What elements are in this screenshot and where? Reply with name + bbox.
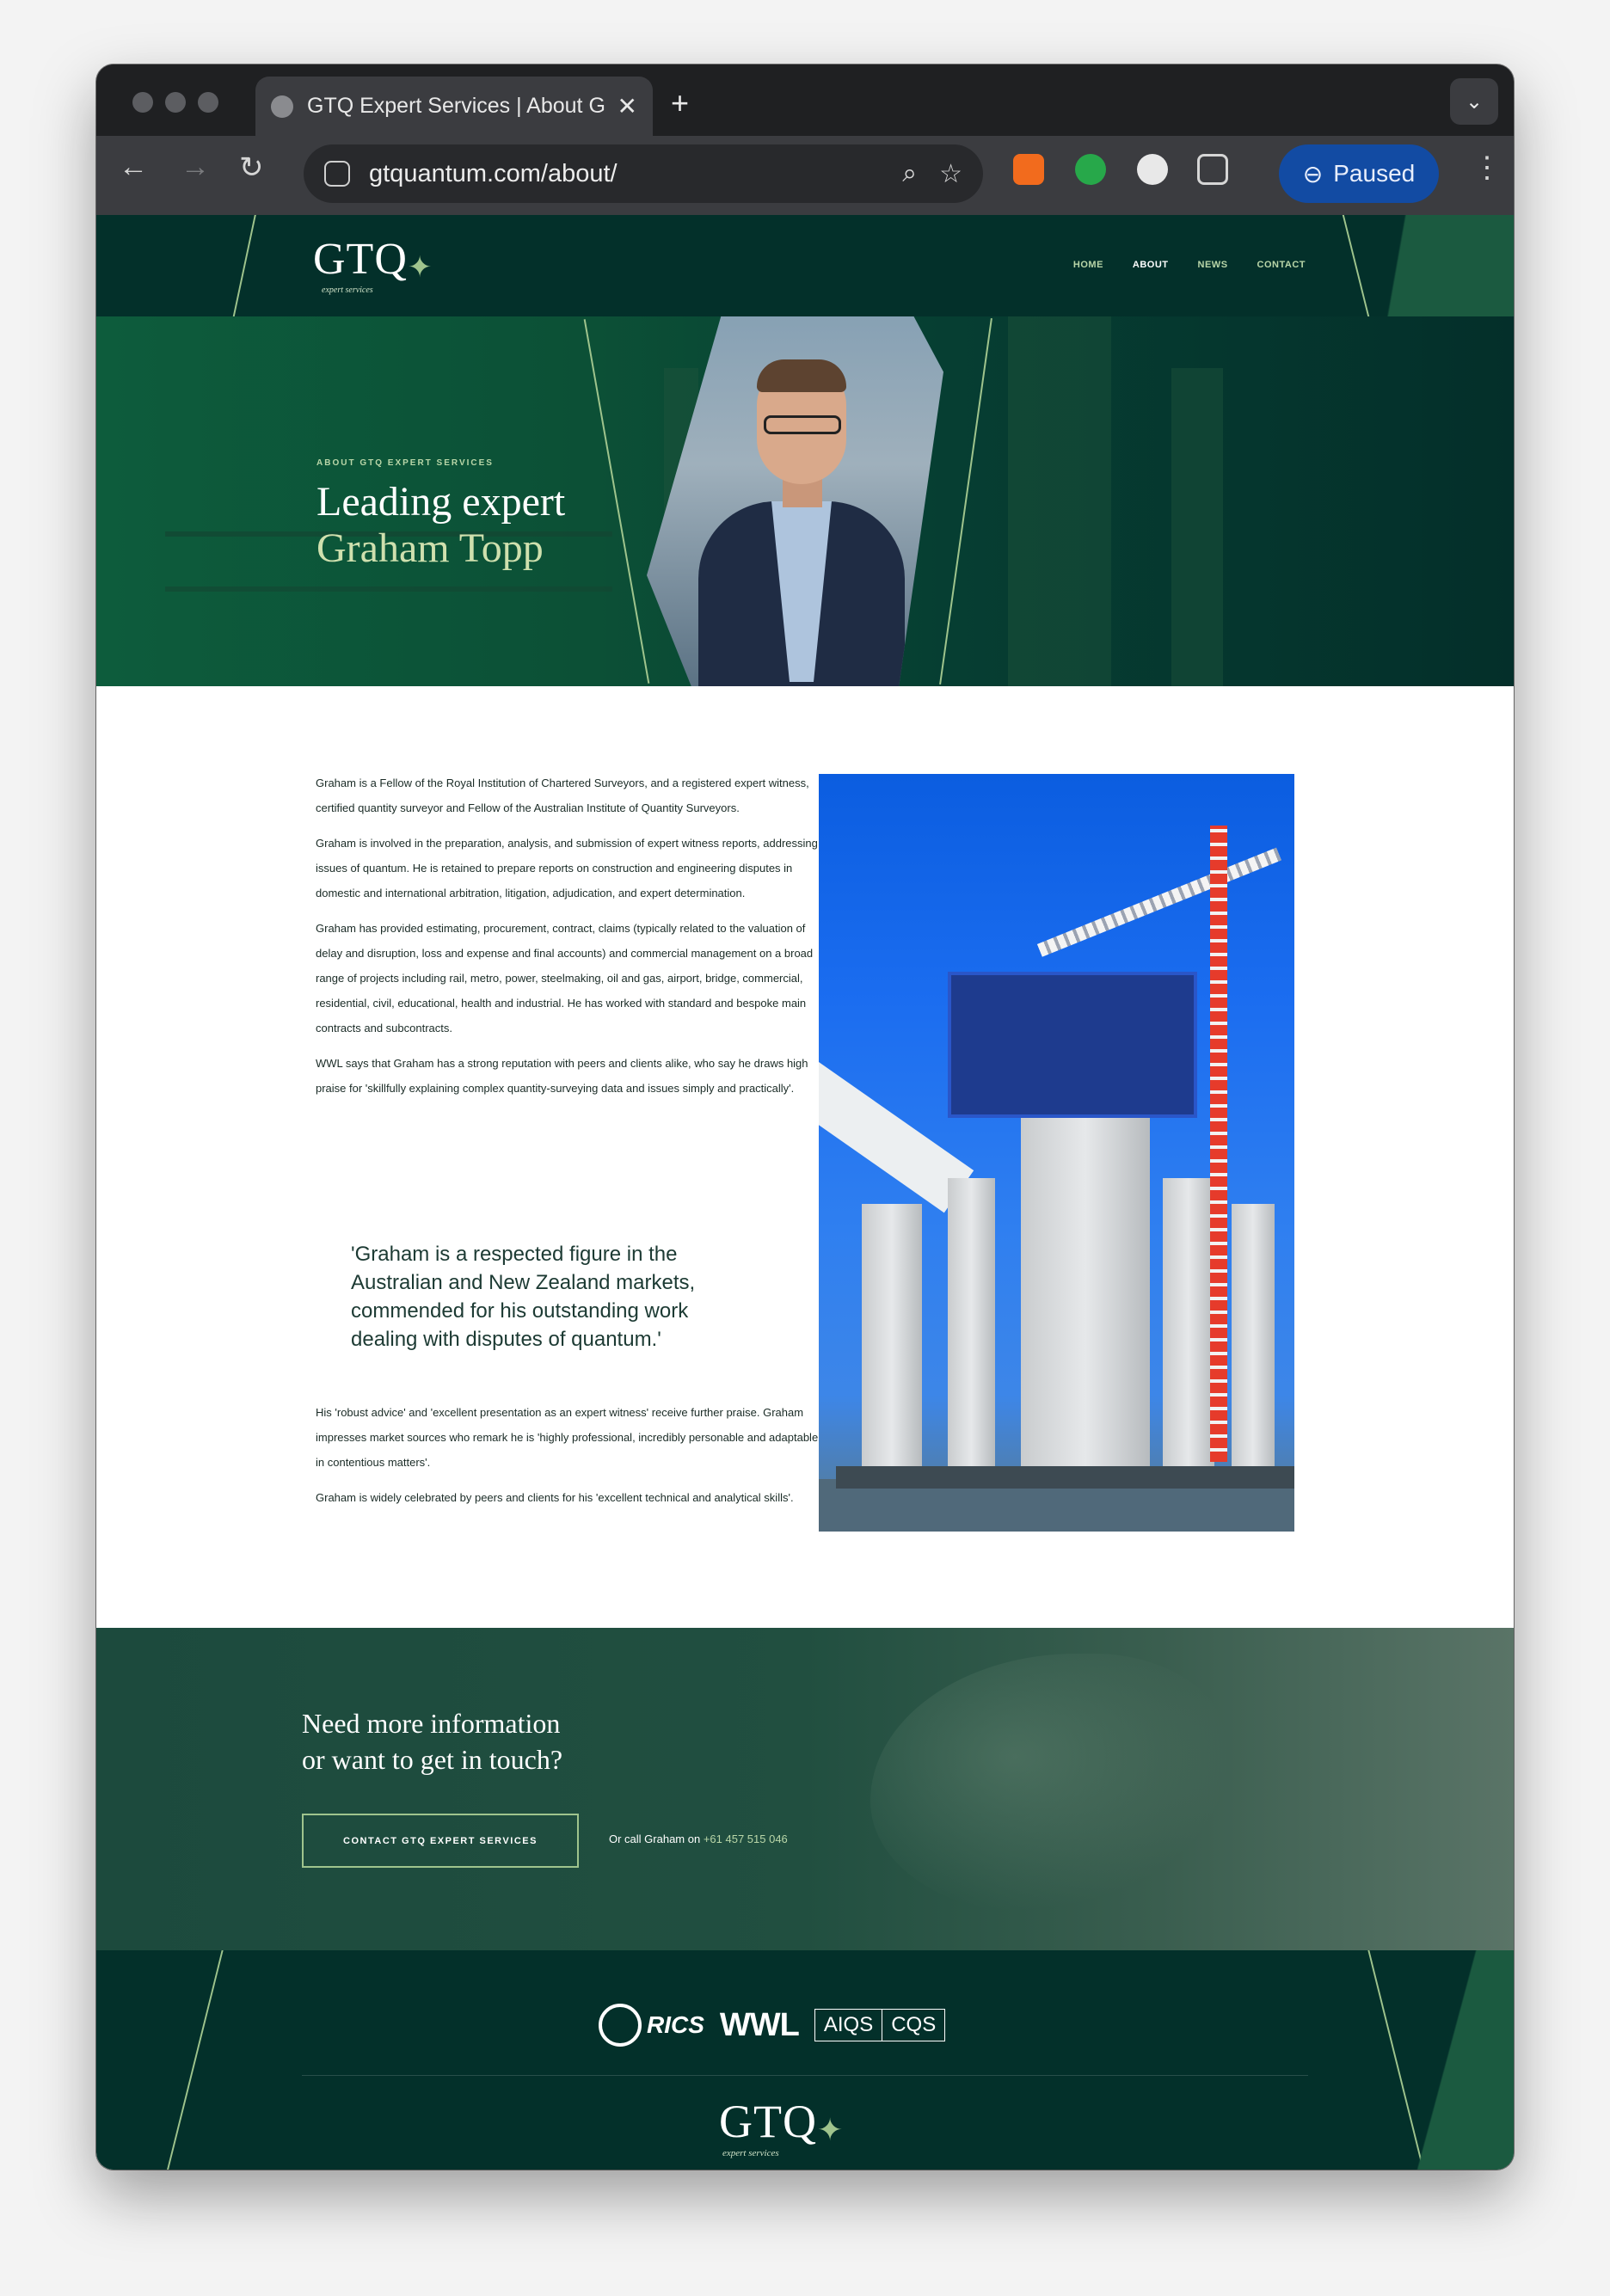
- portrait-hair: [757, 359, 846, 392]
- accreditation-badges: [599, 2004, 945, 2047]
- call-text: [609, 1833, 788, 1845]
- wwl-badge: WWL: [719, 2006, 799, 2043]
- cqs-label: CQS: [891, 2013, 937, 2036]
- bio-paragraph: WWL says that Graham has a strong reputation with peers and clients alike, who say he draws high praise for 'skillfully explaining complex quantity-surveying data and issues simply and practically'.: [316, 1057, 808, 1095]
- cta-heading: [302, 1705, 732, 1777]
- site-footer: [96, 1950, 1514, 2170]
- logo-subtitle: expert services: [722, 2148, 779, 2158]
- hero-banner: [96, 316, 1514, 686]
- decor-line: [230, 215, 256, 316]
- bio-paragraph: Graham has provided estimating, procurement, contract, claims (typically related to the valuation of delay and disruption, loss and expense and final accounts) and commercial management on a broad range of projects including rail, metro, power, steelmaking, oil and gas, airport, bridge, commercial, residential, civil, educational, health and industrial. He has worked with standard and bespoke main contracts and subcontracts.: [316, 922, 814, 1034]
- browser-chrome: [96, 64, 1514, 215]
- logo-wordmark: GTQ: [313, 235, 408, 284]
- bookmark-star-icon[interactable]: ☆: [939, 159, 962, 188]
- url-text[interactable]: gtquantum.com/about/: [369, 159, 618, 187]
- portrait-glasses: [764, 415, 841, 434]
- browser-menu-icon[interactable]: ⋮: [1472, 151, 1502, 184]
- bio-paragraph: His 'robust advice' and 'excellent presentation as an expert witness' receive further praise. Graham impresses market sources who remark he is 'highly professional, incredibly personable and adaptable in contentious matters'.: [316, 1406, 819, 1469]
- bio-paragraph: Graham is involved in the preparation, analysis, and submission of expert witness reports, addressing issues of quantum. He is retained to prepare reports on construction and engineering disputes in domestic and international arbitration, litigation, adjudication, and expert determination.: [316, 837, 818, 899]
- globe-icon: [271, 95, 293, 118]
- window-controls: [132, 92, 218, 113]
- footer-divider: [302, 2075, 1308, 2076]
- bridge-pier: [1021, 1118, 1150, 1479]
- bio-text-continued: [316, 1400, 823, 1520]
- hero-eyebrow: ABOUT GTQ EXPERT SERVICES: [316, 458, 494, 468]
- tab-title: GTQ Expert Services | About G: [307, 94, 605, 118]
- web-page: [96, 215, 1514, 2170]
- bridge-construction-photo: [819, 774, 1294, 1532]
- bridge-pier: [862, 1204, 922, 1479]
- background-building: [1008, 316, 1111, 686]
- browser-window: [96, 64, 1514, 2170]
- rics-lion-icon: [599, 2004, 642, 2047]
- paused-label: Paused: [1333, 160, 1416, 187]
- forward-arrow-icon[interactable]: →: [181, 150, 210, 183]
- zoom-icon[interactable]: ⌕: [902, 159, 918, 187]
- rics-badge: [599, 2004, 704, 2047]
- minimize-window-button[interactable]: [165, 92, 186, 113]
- nav-about[interactable]: ABOUT: [1132, 260, 1169, 270]
- phone-link[interactable]: +61 457 515 046: [703, 1833, 788, 1845]
- decor-line: [584, 319, 650, 684]
- tab-search-chevron-icon[interactable]: ⌄: [1450, 78, 1498, 125]
- hero-name: Graham Topp: [316, 525, 544, 571]
- about-content: [96, 686, 1514, 1628]
- active-tab[interactable]: [255, 77, 653, 136]
- decor-panel: [1350, 215, 1514, 316]
- crane-tower: [1210, 826, 1227, 1462]
- hero-title: Leading expert: [316, 479, 566, 525]
- extensions-puzzle-icon[interactable]: [1197, 154, 1228, 185]
- call-prefix: Or call Graham on: [609, 1833, 701, 1845]
- nav-news[interactable]: NEWS: [1197, 260, 1228, 270]
- background-hand-image: [870, 1654, 1232, 1912]
- logo-wordmark: GTQ: [719, 2096, 817, 2147]
- site-header: [96, 215, 1514, 316]
- bio-text: [316, 770, 823, 1111]
- password-extension-icon[interactable]: [1137, 154, 1168, 185]
- bridge-pier: [948, 1178, 995, 1479]
- map-icon: ✦: [407, 251, 433, 284]
- decor-line: [939, 318, 992, 685]
- main-nav: [1073, 260, 1306, 270]
- close-tab-icon[interactable]: ✕: [617, 93, 637, 120]
- maximize-window-button[interactable]: [198, 92, 218, 113]
- decor-line: [163, 1950, 223, 2170]
- aiqs-cqs-badge: [814, 2009, 945, 2041]
- check-extension-icon[interactable]: [1075, 154, 1106, 185]
- bio-paragraph: Graham is a Fellow of the Royal Institution of Chartered Surveyors, and a registered expert witness, certified quantity surveyor and Fellow of the Australian Institute of Quantity Surveyors.: [316, 777, 809, 814]
- tab-strip: [96, 64, 1514, 136]
- barge: [836, 1466, 1294, 1489]
- cta-heading-line: Need more information: [302, 1708, 561, 1739]
- decor-panel: [1410, 1950, 1514, 2170]
- site-settings-icon[interactable]: [324, 161, 350, 187]
- site-logo[interactable]: [313, 234, 433, 295]
- map-icon: ✦: [816, 2112, 844, 2147]
- cta-heading-line: or want to get in touch?: [302, 1744, 563, 1775]
- address-bar[interactable]: [304, 144, 983, 203]
- profile-icon: ⊖: [1302, 160, 1324, 187]
- contact-button[interactable]: CONTACT GTQ EXPERT SERVICES: [302, 1814, 579, 1868]
- aiqs-label: AIQS: [815, 2010, 882, 2041]
- pull-quote: 'Graham is a respected figure in the Australian and New Zealand markets, commended for his outstanding work dealing with disputes of quantum.': [351, 1243, 696, 1351]
- nav-contact[interactable]: CONTACT: [1257, 260, 1306, 270]
- footer-logo[interactable]: [719, 2095, 844, 2158]
- bridge-pier: [1163, 1178, 1214, 1479]
- rics-label: RICS: [647, 2011, 704, 2038]
- bridge-pier: [1232, 1204, 1275, 1479]
- new-tab-icon[interactable]: +: [671, 85, 690, 120]
- construction-rig: [948, 972, 1197, 1118]
- bio-paragraph: Graham is widely celebrated by peers and clients for his 'excellent technical and analytical skills'.: [316, 1491, 794, 1504]
- profile-paused-button[interactable]: [1279, 144, 1439, 203]
- close-window-button[interactable]: [132, 92, 153, 113]
- back-arrow-icon[interactable]: ←: [119, 150, 148, 183]
- contact-cta: [96, 1628, 1514, 1950]
- crane-jib: [1037, 848, 1281, 957]
- nav-home[interactable]: HOME: [1072, 260, 1103, 270]
- analytics-extension-icon[interactable]: [1013, 154, 1044, 185]
- background-building: [1171, 368, 1223, 686]
- reload-icon[interactable]: ↻: [239, 151, 264, 184]
- logo-subtitle: expert services: [322, 285, 373, 295]
